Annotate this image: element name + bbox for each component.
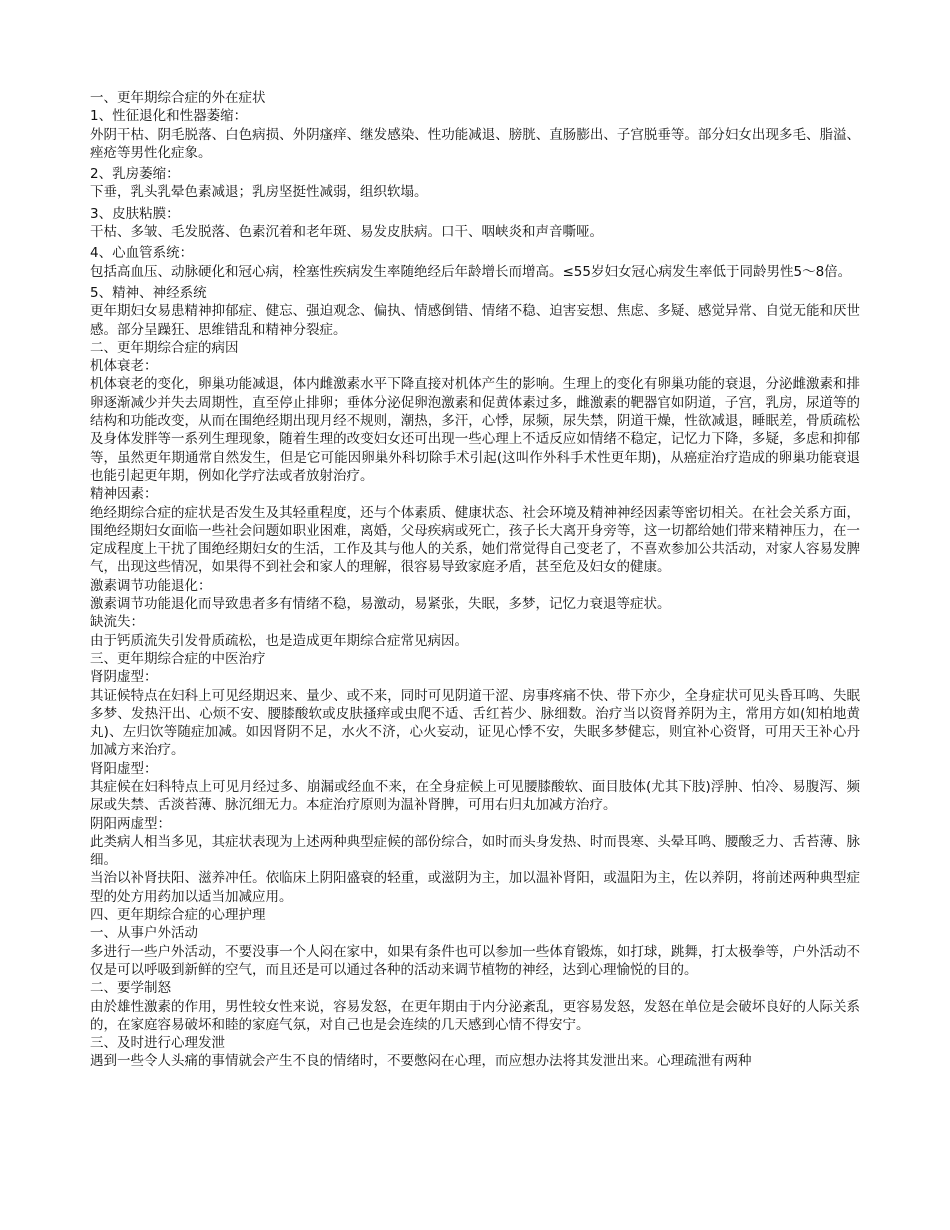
section-heading: 三、更年期综合症的中医治疗 [90, 650, 266, 667]
paragraph: 激素调节功能退化而导致患者多有情绪不稳，易激动，易紧张，失眠，多梦，记忆力衰退等症状。 [90, 596, 671, 613]
paragraph: 下垂，乳头乳晕色素减退；乳房坚挺性减弱，组织软塌。 [90, 184, 428, 201]
subheading: 5、精神、神经系统 [90, 284, 207, 301]
paragraph: 绝经期综合症的症状是否发生及其轻重程度，还与个体素质、健康状态、社会环境及精神神经因素等密切相关。在社会关系方面，围绝经期妇女面临一些社会问题如职业困难，离婚，父母疾病或死亡，孩子长大离开身旁等，这一切都给她们带来精神压力，在一定成程度上干扰了围绝经期妇女的生活，工作及其与他人的关系，她们常觉得自己变老了，不喜欢参加公共活动，对家人容易发脾气，出现这些情况，如果得不到社会和家人的理解，很容易导致家庭矛盾，甚至危及妇女的健康。 [90, 504, 860, 576]
section-heading: 一、更年期综合症的外在症状 [90, 90, 266, 106]
paragraph: 机体衰老的变化，卵巢功能减退，体内雌激素水平下降直接对机体产生的影响。生理上的变化有卵巢功能的衰退，分泌雌激素和排卵逐渐减少并失去周期性，直至停止排卵；垂体分泌促卵泡激素和促黄体素过多，雌激素的靶器官如阴道，子宫，乳房，尿道等的结构和功能改变，从而在围绝经期出现月经不规则，潮热，多汗，心悸，尿频，尿失禁，阴道干燥，性欲减退，睡眠差，骨质疏松及身体发胖等一系列生理现象，随着生理的改变妇女还可出现一些心理上不适反应如情绪不稳定，记忆力下降，多疑，多虑和抑郁等，虽然更年期通常自然发生，但是它可能因卵巢外科切除手术引起(这叫作外科手术性更年期)，从癌症治疗造成的卵巢功能衰退也能引起更年期，例如化学疗法或者放射治疗。 [90, 376, 860, 484]
paragraph: 多进行一些户外活动，不要没事一个人闷在家中，如果有条件也可以参加一些体育锻炼，如打球，跳舞，打太极拳等，户外活动不仅是可以呼吸到新鲜的空气，而且还是可以通过各种的活动来调节植物的神经，达到心理愉悦的目的。 [90, 943, 860, 978]
subheading: 三、及时进行心理发泄 [90, 1035, 225, 1052]
paragraph: 其证候特点在妇科上可见经期迟来、量少、或不来，同时可见阴道干涩、房事疼痛不快、带下亦少，全身症状可见头昏耳鸣、失眠多梦、发热汗出、心烦不安、腰膝酸软或皮肤搔痒或虫爬不适、舌红苔少、脉细数。治疗当以资肾养阴为主，常用方如(知柏地黄丸)、左归饮等随症加减。如因肾阴不足，水火不济，心火妄动，证见心悸不安，失眠多梦健忘，则宜补心资肾，可用天王补心丹加减方来治疗。 [90, 687, 860, 759]
subheading: 1、性征退化和性器萎缩： [90, 108, 248, 125]
subheading: 精神因素： [90, 486, 158, 503]
paragraph: 由于钙质流失引发骨质疏松，也是造成更年期综合症常见病因。 [90, 632, 468, 649]
paragraph: 更年期妇女易患精神抑郁症、健忘、强迫观念、偏执、情感倒错、情绪不稳、迫害妄想、焦虑、多疑、感觉异常、自觉无能和厌世感。部分呈躁狂、思维错乱和精神分裂症。 [90, 303, 860, 338]
paragraph: 当治以补肾扶阳、滋养冲任。依临床上阴阳盛衰的轻重，或滋阴为主，加以温补肾阳，或温阳为主，佐以养阴，将前述两种典型症型的处方用药加以适当加减应用。 [90, 870, 860, 905]
subheading: 2、乳房萎缩： [90, 166, 180, 183]
subheading: 肾阳虚型： [90, 760, 158, 777]
subheading: 一、从事户外活动 [90, 925, 198, 942]
paragraph: 其症候在妇科特点上可见月经过多、崩漏或经血不来，在全身症候上可见腰膝酸软、面目肢体(尤其下肢)浮肿、怕冷、易腹泻、频尿或失禁、舌淡苔薄、脉沉细无力。本症治疗原则为温补肾脾，可用右归丸加减方治疗。 [90, 778, 860, 814]
subheading: 3、皮肤粘膜： [90, 205, 180, 222]
paragraph: 外阴干枯、阴毛脱落、白色病损、外阴瘙痒、继发感染、性功能减退、膀胱、直肠膨出、子宫脱垂等。部分妇女出现多毛、脂溢、痤疮等男性化症象。 [90, 126, 860, 161]
paragraph: 由於雄性激素的作用，男性较女性来说，容易发怒，在更年期由于内分泌紊乱，更容易发怒，发怒在单位是会破坏良好的人际关系的，在家庭容易破坏和睦的家庭气氛，对自己也是会连续的几天感到心情不得安宁。 [90, 998, 860, 1033]
paragraph: 干枯、多皱、毛发脱落、色素沉着和老年斑、易发皮肤病。口干、咽峡炎和声音嘶哑。 [90, 224, 603, 241]
document-body [90, 89, 860, 1071]
paragraph: 遇到一些令人头痛的事情就会产生不良的情绪时，不要憋闷在心理，而应想办法将其发泄出来。心理疏泄有两种 [90, 1053, 752, 1070]
section-heading: 四、更年期综合症的心理护理 [90, 907, 266, 924]
paragraph: 包括高血压、动脉硬化和冠心病，栓塞性疾病发生率随绝经后年龄增长而增高。≤55岁妇女冠心病发生率低于同龄男性5～8倍。 [90, 263, 852, 280]
subheading: 阴阳两虚型： [90, 815, 171, 832]
subheading: 肾阴虚型： [90, 669, 158, 686]
paragraph: 此类病人相当多见，其症状表现为上述两种典型症候的部份综合，如时而头身发热、时而畏寒、头晕耳鸣、腰酸乏力、舌苔薄、脉细。 [90, 833, 860, 869]
subheading: 激素调节功能退化： [90, 577, 212, 594]
subheading: 机体衰老： [90, 358, 158, 375]
subheading: 4、心血管系统： [90, 245, 194, 262]
subheading: 二、要学制怒 [90, 980, 171, 997]
subheading: 缺流失： [90, 614, 144, 631]
section-heading: 二、更年期综合症的病因 [90, 339, 239, 356]
